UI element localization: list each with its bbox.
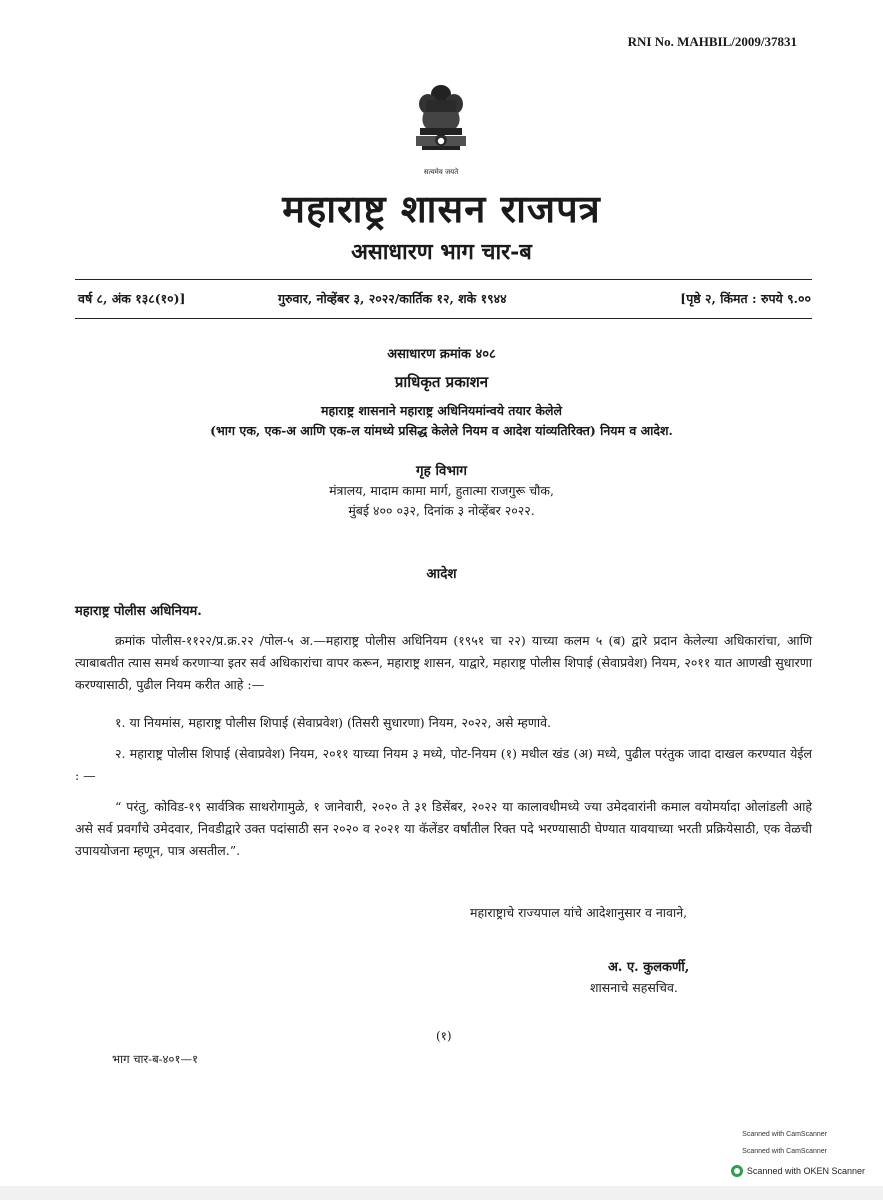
signatory-name: अ. ए. कुलकर्णी, [608,960,690,975]
address-line-1: मंत्रालय, मादाम कामा मार्ग, हुतात्मा राजगुरू चौक, [329,483,554,498]
header-rule-top [75,279,812,280]
page-number: (१) [436,1029,452,1043]
emblem-motto: सत्यमेव जयते [423,168,459,176]
signatory-title: शासनाचे सहसचिव. [590,980,678,995]
header-rule-bottom [75,318,812,319]
gazette-title: महाराष्ट्र शासन राजपत्र [282,186,601,231]
governor-line: महाराष्ट्राचे राज्यपाल यांचे आदेशानुसार व नावाने, [470,905,688,920]
rule-1-paragraph: १. या नियमांस, महाराष्ट्र पोलीस शिपाई (सेवाप्रवेश) (तिसरी सुधारणा) नियम, २०२२, असे म्हणावे. [115,715,552,730]
extraordinary-number: असाधारण क्रमांक ४०८ [387,347,496,362]
header-price: [पृष्ठे २, किंमत : रुपये ९.०० [680,291,811,306]
order-heading: आदेश [426,566,457,582]
oken-watermark-text: Scanned with OKEN Scanner [746,1166,865,1176]
footer-code: भाग चार-ब-४०१—१ [112,1052,198,1066]
prepared-line: महाराष्ट्र शासनाने महाराष्ट्र अधिनियमांन्वये तयार केलेले [321,403,562,418]
camscanner-watermark-2: Scanned with CamScanner [742,1148,827,1155]
rni-number: RNI No. MAHBIL/2009/37831 [627,34,797,49]
publication-heading: प्राधिकृत प्रकाशन [394,373,489,391]
bottom-strip [0,1186,883,1200]
header-date: गुरुवार, नोव्हेंबर ३, २०२२/कार्तिक १२, शके १९४४ [278,291,507,306]
oken-watermark [731,1165,865,1177]
header-volume: वर्ष ८, अंक १३८(१०)] [78,291,186,306]
address-line-2: मुंबई ४०० ०३२, दिनांक ३ नोव्हेंबर २०२२. [348,503,535,518]
camscanner-watermark-1: Scanned with CamScanner [742,1131,827,1138]
proviso-paragraph: “ परंतु, कोविड-१९ सार्वत्रिक साथरोगामुळे, १ जानेवारी, २०२० ते ३१ डिसेंबर, २०२२ या कालावधीमध्ये ज्या उमेदवारांनी कमाल वयोमर्यादा ओलांडली आहे असे सर्व प्रवर्गांचे उमेदवार, निवडीद्वारे उक्त पदांसाठी सन २०२० व २०२१ या कॅलेंडर वर्षांतील रिक्त पदे भरण्यासाठी घेण्यात यावयाच्या भरती प्रक्रियेसाठी, एक वेळची उपाययोजना म्हणून, पात्र असतील.”. [75,799,812,858]
rule-2-paragraph: २. महाराष्ट्र पोलीस शिपाई (सेवाप्रवेश) नियम, २०११ याच्या नियम ३ मध्ये, पोट-नियम (१) मधील खंड (अ) मध्ये, पुढील परंतुक जादा दाखल करण्यात येईल : — [75,746,812,783]
main-paragraph: क्रमांक पोलीस-११२२/प्र.क्र.२२ /पोल-५ अ.—महाराष्ट्र पोलीस अधिनियम (१९५१ चा २२) याच्या कलम ५ (ब) द्वारे प्रदान केलेल्या अधिकारांचा, आणि त्याबाबतीत त्यास समर्थ करणाऱ्या इतर सर्व अधिकारांचा वापर करून, महाराष्ट्र शासन, याद्वारे, महाराष्ट्र पोलीस शिपाई (सेवाप्रवेश) नियम, २०११ यात आणखी सुधारणा करण्यासाठी, पुढील नियम करीत आहे :— [75,633,812,692]
state-emblem-icon [406,82,476,178]
act-name: महाराष्ट्र पोलीस अधिनियम. [75,604,202,619]
gazette-subtitle: असाधारण भाग चार-ब [351,239,532,265]
rules-line: (भाग एक, एक-अ आणि एक-ल यांमध्ये प्रसिद्ध केलेले नियम व आदेश यांव्यतिरिक्त) नियम व आदेश. [210,423,673,438]
oken-logo-icon [731,1165,743,1177]
department-name: गृह विभाग [415,463,468,479]
